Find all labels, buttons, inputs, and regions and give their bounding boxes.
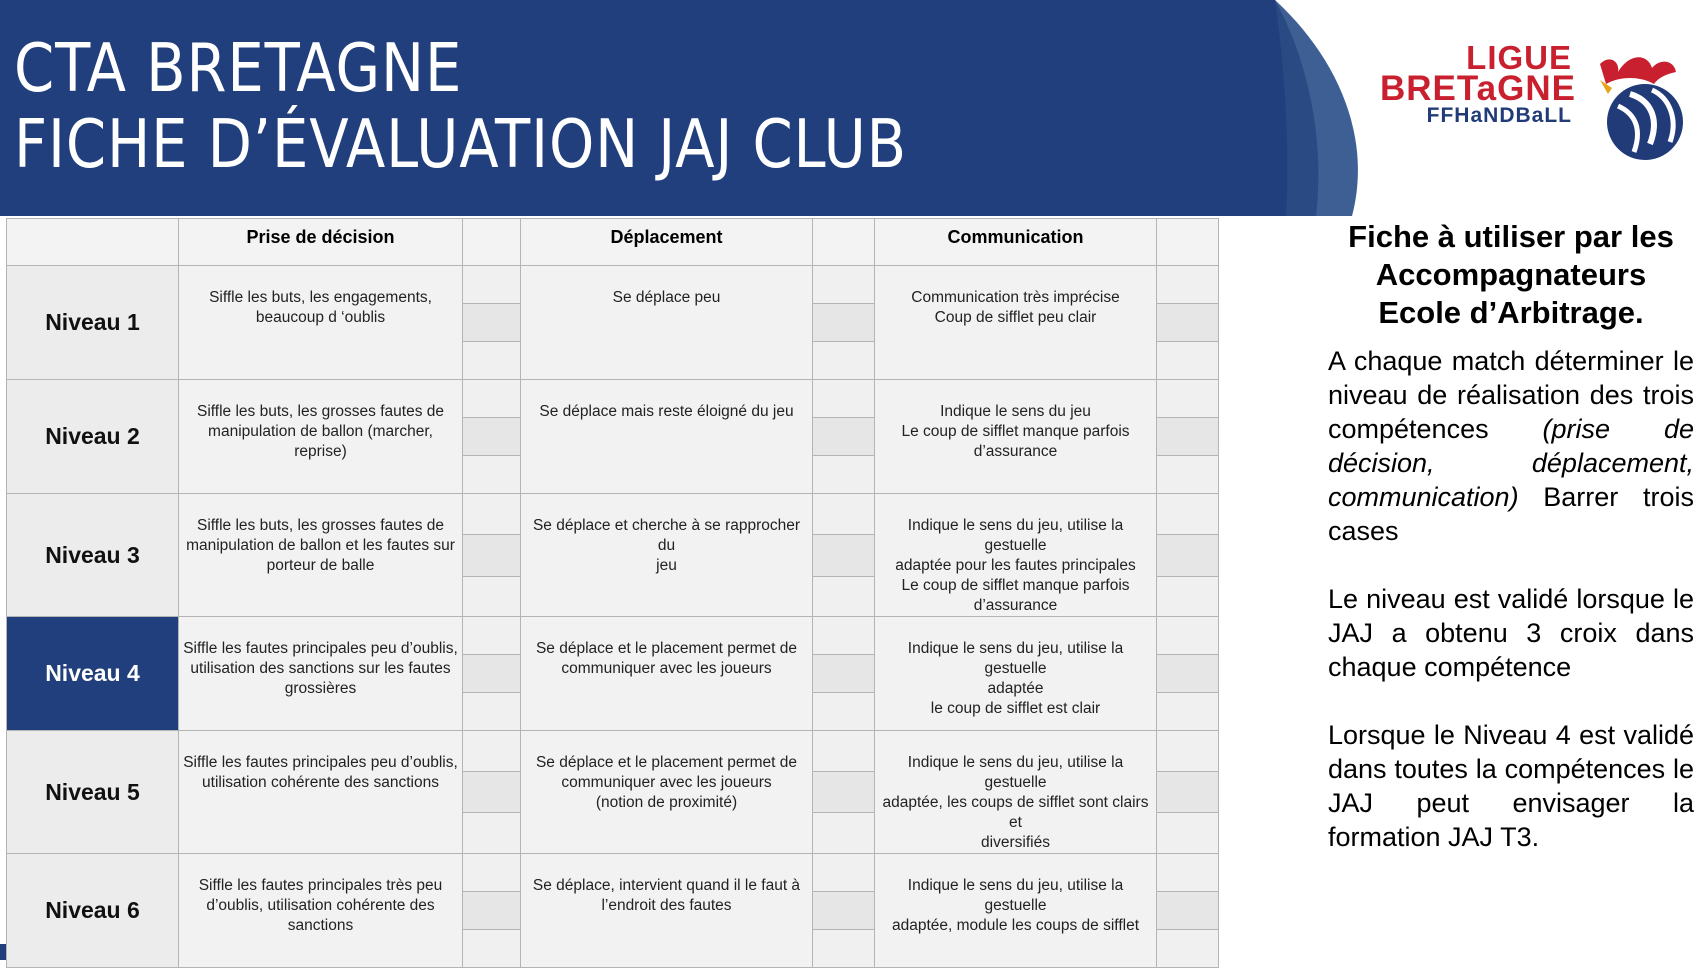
checkbox-cell[interactable] (813, 731, 875, 772)
criterion-decision (179, 617, 463, 731)
checkbox-cell[interactable] (463, 304, 521, 342)
criterion-text: Siffle les buts, les grosses fautes de manipulation de ballon (marcher, reprise) (197, 403, 444, 460)
checkbox-cell[interactable] (463, 494, 521, 535)
checkbox-cell[interactable] (813, 456, 875, 494)
checkbox-cell[interactable] (813, 772, 875, 813)
rooster-handball-icon (1590, 44, 1690, 164)
column-header-checkbox (463, 219, 521, 266)
criterion-text: Indique le sens du jeu, utilise la gestuelle adaptée, module les coups de sifflet (891, 877, 1140, 934)
table-row (7, 731, 1219, 772)
column-header-checkbox (1157, 219, 1219, 266)
checkbox-cell[interactable] (1157, 731, 1219, 772)
criterion-text: Siffle les fautes principales peu d’oublis, utilisation des sanctions sur les fautes grossières (183, 640, 458, 697)
checkbox-cell[interactable] (813, 655, 875, 693)
logo-line-3: FFHaNDBaLL (1426, 104, 1572, 127)
instructions-title (1328, 218, 1694, 332)
checkbox-cell[interactable] (463, 693, 521, 731)
checkbox-cell[interactable] (463, 380, 521, 418)
evaluation-table (6, 218, 1219, 968)
criterion-communication (875, 266, 1157, 380)
checkbox-cell[interactable] (813, 576, 875, 616)
checkbox-cell[interactable] (463, 731, 521, 772)
checkbox-cell[interactable] (463, 854, 521, 892)
level-label: Niveau 5 (7, 731, 179, 854)
criterion-text: Se déplace mais reste éloigné du jeu (539, 403, 794, 420)
checkbox-cell[interactable] (1157, 456, 1219, 494)
instructions-paragraph-3: Lorsque le Niveau 4 est validé dans toutes la compétences le JAJ peut envisager la formation JAJ T3. (1328, 720, 1694, 852)
table-row (7, 266, 1219, 304)
level-label: Niveau 1 (7, 266, 179, 380)
criterion-deplacement (521, 494, 813, 617)
column-header-communication: Communication (875, 219, 1157, 266)
checkbox-cell[interactable] (463, 772, 521, 813)
instructions-title-line: Fiche à utiliser par les (1348, 219, 1674, 254)
criterion-decision (179, 854, 463, 968)
criterion-communication (875, 854, 1157, 968)
level-label: Niveau 4 (7, 617, 179, 731)
checkbox-cell[interactable] (1157, 930, 1219, 968)
instructions-paragraph-1 (1328, 344, 1694, 548)
title-line-2: FICHE D’ÉVALUATION JAJ CLUB (14, 105, 908, 183)
checkbox-cell[interactable] (463, 418, 521, 456)
column-header-checkbox (813, 219, 875, 266)
criterion-text: Communication très imprécise Coup de sifflet peu clair (911, 289, 1120, 326)
corner-accent (0, 944, 6, 960)
criterion-decision (179, 266, 463, 380)
checkbox-cell[interactable] (463, 655, 521, 693)
criterion-text: Indique le sens du jeu, utilise la gestuelle adaptée le coup de sifflet est clair (907, 640, 1124, 717)
criterion-decision (179, 380, 463, 494)
checkbox-cell[interactable] (463, 266, 521, 304)
checkbox-cell[interactable] (463, 892, 521, 930)
checkbox-cell[interactable] (463, 535, 521, 576)
checkbox-cell[interactable] (813, 892, 875, 930)
checkbox-cell[interactable] (1157, 304, 1219, 342)
page-title (14, 30, 907, 182)
criterion-text: Indique le sens du jeu Le coup de sifflet manque parfois d’assurance (901, 403, 1130, 460)
checkbox-cell[interactable] (813, 266, 875, 304)
checkbox-cell[interactable] (813, 617, 875, 655)
checkbox-cell[interactable] (813, 693, 875, 731)
header-corner (7, 219, 179, 266)
level-label: Niveau 3 (7, 494, 179, 617)
checkbox-cell[interactable] (1157, 854, 1219, 892)
instructions-text: A chaque match déterminer le niveau de réalisation des trois compétences (1328, 346, 1694, 444)
checkbox-cell[interactable] (1157, 342, 1219, 380)
checkbox-cell[interactable] (813, 813, 875, 854)
checkbox-cell[interactable] (1157, 494, 1219, 535)
criterion-text: Se déplace, intervient quand il le faut à l’endroit des fautes (532, 877, 801, 914)
criterion-deplacement (521, 731, 813, 854)
checkbox-cell[interactable] (1157, 576, 1219, 616)
criterion-text: Indique le sens du jeu, utilise la gestuelle adaptée pour les fautes principales Le coup de sifflet manque parfois d’assurance (895, 517, 1136, 614)
checkbox-cell[interactable] (463, 342, 521, 380)
criterion-text: Siffle les buts, les engagements, beaucoup d ‘oublis (209, 289, 432, 326)
criterion-decision (179, 731, 463, 854)
instructions-italic-text: (prise de décision, déplacement, communication) (1328, 414, 1695, 512)
checkbox-cell[interactable] (1157, 813, 1219, 854)
criterion-deplacement (521, 380, 813, 494)
checkbox-cell[interactable] (813, 418, 875, 456)
criterion-communication (875, 494, 1157, 617)
checkbox-cell[interactable] (1157, 772, 1219, 813)
criterion-deplacement (521, 266, 813, 380)
checkbox-cell[interactable] (1157, 693, 1219, 731)
criterion-text: Se déplace et cherche à se rapprocher du jeu (532, 517, 801, 574)
checkbox-cell[interactable] (1157, 418, 1219, 456)
checkbox-cell[interactable] (1157, 266, 1219, 304)
checkbox-cell[interactable] (813, 854, 875, 892)
checkbox-cell[interactable] (813, 930, 875, 968)
checkbox-cell[interactable] (813, 535, 875, 576)
checkbox-cell[interactable] (463, 930, 521, 968)
criterion-text: Se déplace et le placement permet de communiquer avec les joueurs (535, 640, 798, 677)
criterion-communication (875, 731, 1157, 854)
instructions-panel (1328, 218, 1694, 888)
criterion-deplacement (521, 617, 813, 731)
instructions-title-line: Ecole d’Arbitrage. (1378, 295, 1644, 330)
title-line-1: CTA BRETAGNE (14, 29, 463, 107)
checkbox-cell[interactable] (1157, 655, 1219, 693)
checkbox-cell[interactable] (1157, 380, 1219, 418)
criterion-deplacement (521, 854, 813, 968)
table-row (7, 380, 1219, 418)
table-header-row (7, 219, 1219, 266)
column-header-deplacement: Déplacement (521, 219, 813, 266)
instructions-paragraph-2: Le niveau est validé lorsque le JAJ a obtenu 3 croix dans chaque compétence (1328, 584, 1694, 682)
checkbox-cell[interactable] (1157, 892, 1219, 930)
checkbox-cell[interactable] (1157, 617, 1219, 655)
checkbox-cell[interactable] (813, 342, 875, 380)
checkbox-cell[interactable] (463, 576, 521, 616)
table-row (7, 854, 1219, 892)
criterion-text: Siffle les fautes principales très peu d’oublis, utilisation cohérente des sanctions (198, 877, 443, 934)
criterion-text: Se déplace et le placement permet de communiquer avec les joueurs (notion de proximité) (535, 754, 798, 811)
checkbox-cell[interactable] (463, 813, 521, 854)
criterion-text: Se déplace peu (612, 289, 721, 306)
table-row (7, 617, 1219, 655)
logo-line-2: BRETaGNE (1380, 69, 1576, 108)
checkbox-cell[interactable] (813, 304, 875, 342)
level-label: Niveau 2 (7, 380, 179, 494)
checkbox-cell[interactable] (1157, 535, 1219, 576)
criterion-text: Indique le sens du jeu, utilise la gestuelle adaptée, les coups de sifflet sont clairs et diversifiés (882, 754, 1149, 851)
checkbox-cell[interactable] (463, 617, 521, 655)
column-header-decision: Prise de décision (179, 219, 463, 266)
criterion-communication (875, 617, 1157, 731)
table-row (7, 494, 1219, 535)
instructions-text: Barrer trois cases (1328, 482, 1694, 546)
level-label: Niveau 6 (7, 854, 179, 968)
criterion-decision (179, 494, 463, 617)
criterion-text: Siffle les fautes principales peu d’oublis, utilisation cohérente des sanctions (183, 754, 458, 791)
criterion-communication (875, 380, 1157, 494)
checkbox-cell[interactable] (813, 380, 875, 418)
instructions-title-line: Accompagnateurs (1375, 257, 1647, 292)
criterion-text: Siffle les buts, les grosses fautes de manipulation de ballon et les fautes sur porteur de balle (186, 517, 455, 574)
logo-line-1: LIGUE (1466, 39, 1572, 76)
checkbox-cell[interactable] (463, 456, 521, 494)
checkbox-cell[interactable] (813, 494, 875, 535)
